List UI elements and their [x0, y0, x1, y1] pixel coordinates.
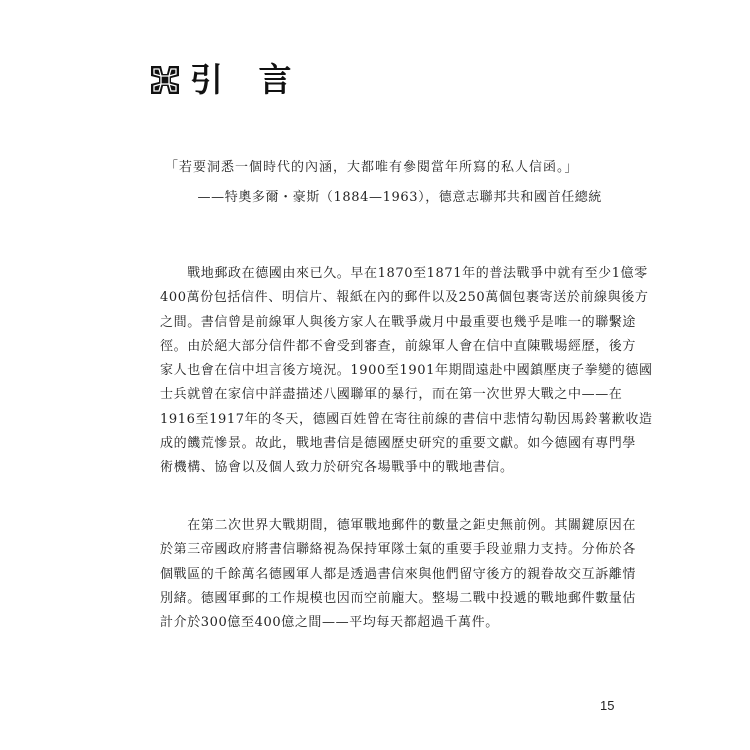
iron-cross-icon	[148, 63, 182, 97]
text-line: 在第二次世界大戰期間，德軍戰地郵件的數量之鉅史無前例。其關鍵原因在	[160, 518, 637, 533]
text-line: 士兵就曾在家信中詳盡描述八國聯軍的暴行，而在第一次世界大戰之中——在	[160, 387, 623, 403]
text-line: 別緒。德國軍郵的工作規模也因而空前龐大。整場二戰中投遞的戰地郵件數量估	[160, 590, 637, 606]
text-line: 戰地郵政在德國由來已久。早在1870至1871年的普法戰爭中就有至少1億零	[160, 266, 648, 281]
text-line: 計介於300億至400億之間——平均每天都超過千萬件。	[160, 615, 499, 631]
paragraph-2	[160, 514, 637, 635]
text-line: 個戰區的千餘萬名德國軍人都是透過書信來與他們留守後方的親眷故交互訴離情	[160, 566, 637, 582]
text-line: 400萬份包括信件、明信片、報紙在內的郵件以及250萬個包裹寄送於前線與後方	[160, 290, 649, 306]
text-line: 徑。由於絕大部分信件都不會受到審查，前線軍人會在信中直陳戰場經歷，後方	[160, 338, 637, 354]
epigraph-quote: 「若要洞悉一個時代的內涵，大都唯有參閱當年所寫的私人信函。」	[165, 160, 579, 175]
text-line: 術機構、協會以及個人致力於研究各場戰爭中的戰地書信。	[160, 460, 514, 476]
text-line: 成的饑荒慘景。故此，戰地書信是德國歷史研究的重要文獻。如今德國有專門學	[160, 436, 637, 452]
text-line: 1916至1917年的冬天，德國百姓曾在寄往前線的書信中悲情勾勒因馬鈴薯歉收造	[160, 411, 653, 427]
page-number: 15	[600, 698, 615, 713]
chapter-heading	[148, 62, 304, 98]
epigraph-attribution: ——特奧多爾・豪斯（1884—1963），德意志聯邦共和國首任總統	[197, 190, 602, 205]
text-line: 家人也會在信中坦言後方境況。1900至1901年期間遠赴中國鎮壓庚子拳變的德國	[160, 363, 653, 379]
text-line: 於第三帝國政府將書信聯絡視為保持軍隊士氣的重要手段並鼎力支持。分佈於各	[160, 542, 637, 558]
paragraph-1	[160, 262, 653, 481]
chapter-title: 引 言	[190, 60, 304, 99]
text-line: 之間。書信曾是前線軍人與後方家人在戰爭歲月中最重要也幾乎是唯一的聯繫途	[160, 314, 637, 330]
